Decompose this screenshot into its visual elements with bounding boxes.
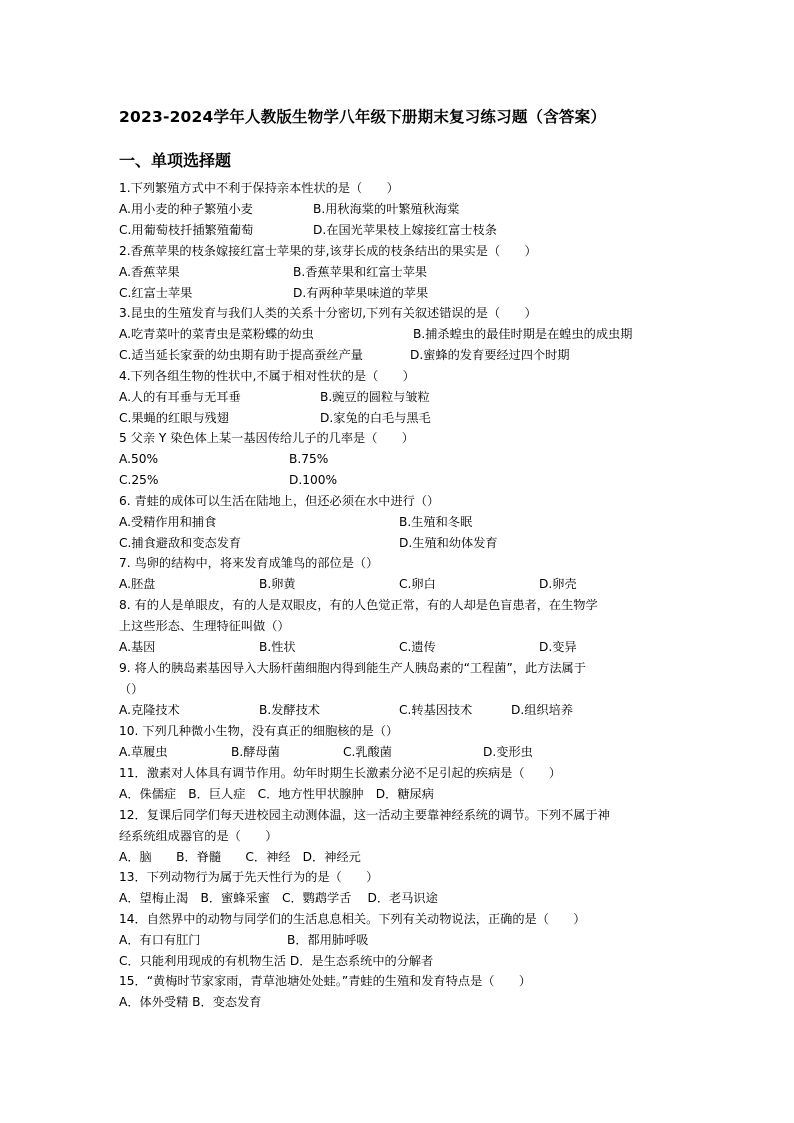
option: A.人的有耳垂与无耳垂	[119, 390, 241, 404]
question-stem-continued: 经系统组成器官的是（ ）	[119, 829, 278, 843]
question-stem: 9. 将人的胰岛素基因导入大肠杆菌细胞内得到能生产人胰岛素的“工程菌”，此方法属于	[119, 661, 586, 675]
option: B.用秋海棠的叶繁殖秋海棠	[313, 202, 460, 216]
option: A.草履虫	[119, 745, 168, 759]
question-stem: 12．复课后同学们每天进校园主动测体温，这一活动主要靠神经系统的调节。下列不属于神	[119, 808, 610, 822]
option: B.豌豆的圆粒与皱粒	[320, 390, 430, 404]
option: D.变异	[539, 640, 577, 654]
option: B.酵母菌	[231, 745, 280, 759]
question-stem: 6. 青蛙的成体可以生活在陆地上，但还必须在水中进行（）	[119, 494, 440, 508]
question-stem: 15．“黄梅时节家家雨，青草池塘处处蛙。”青蛙的生殖和发育特点是（ ）	[119, 974, 532, 988]
option: A.用小麦的种子繁殖小麦	[119, 202, 253, 216]
option: D.100%	[289, 473, 338, 487]
question-stem: 7. 鸟卵的结构中，将来发育成雏鸟的部位是（）	[119, 556, 379, 570]
option: A.吃青菜叶的菜青虫是菜粉蝶的幼虫	[119, 327, 314, 341]
option: D.蜜蜂的发育要经过四个时期	[410, 348, 570, 362]
option: D.在国光苹果枝上嫁接红富士枝条	[313, 223, 497, 237]
option: C.卵白	[399, 577, 436, 591]
option: D.有两种苹果味道的苹果	[293, 286, 429, 300]
option: C.转基因技术	[399, 703, 473, 717]
option: B.香蕉苹果和红富士苹果	[293, 265, 428, 279]
option: C.乳酸菌	[343, 745, 392, 759]
options-line: A．望梅止渴 B．蜜蜂采蜜 C．鹦鹉学舌 D．老马识途	[119, 891, 438, 905]
option: A.基因	[119, 640, 156, 654]
option: C.果蝇的红眼与残翅	[119, 411, 229, 425]
option: D.生殖和幼体发育	[399, 536, 498, 550]
option: A.香蕉苹果	[119, 265, 180, 279]
option: B.发酵技术	[259, 703, 320, 717]
option: C.25%	[119, 473, 159, 487]
option: D.家兔的白毛与黑毛	[320, 411, 431, 425]
question-stem-continued: （）	[119, 682, 144, 696]
option: A.50%	[119, 452, 159, 466]
option: C.用葡萄枝扦插繁殖葡萄	[119, 223, 254, 237]
page-title: 2023-2024学年人教版生物学八年级下册期末复习练习题（含答案）	[119, 108, 607, 126]
options-line: A．脑 B．脊髓 C．神经 D．神经元	[119, 850, 361, 864]
option: B.性状	[259, 640, 296, 654]
question-stem: 2.香蕉苹果的枝条嫁接红富士苹果的芽,该芽长成的枝条结出的果实是（ ）	[119, 244, 537, 258]
section-heading: 一、单项选择题	[119, 151, 232, 170]
question-stem: 8. 有的人是单眼皮，有的人是双眼皮，有的人色觉正常，有的人却是色盲患者，在生物学	[119, 598, 598, 612]
option: C.捕食避敌和变态发育	[119, 536, 242, 550]
option: C.适当延长家蚕的幼虫期有助于提高蚕丝产量	[119, 348, 363, 362]
option: B.75%	[289, 452, 329, 466]
option: A.受精作用和捕食	[119, 515, 217, 529]
option: A.胚盘	[119, 577, 156, 591]
option: B.卵黄	[259, 577, 296, 591]
question-stem: 3.昆虫的生殖发育与我们人类的关系十分密切,下列有关叙述错误的是（ ）	[119, 306, 537, 320]
question-stem: 13．下列动物行为属于先天性行为的是（ ）	[119, 870, 379, 884]
option: C.遗传	[399, 640, 436, 654]
question-stem: 14．自然界中的动物与同学们的生活息息相关。下列有关动物说法，正确的是（ ）	[119, 912, 586, 926]
question-stem-continued: 上这些形态、生理特征叫做（）	[119, 619, 290, 633]
question-stem: 11．激素对人体具有调节作用。幼年时期生长激素分泌不足引起的疾病是（ ）	[119, 766, 562, 780]
option: D.变形虫	[483, 745, 533, 759]
options-line: C．只能利用现成的有机物生活 D．是生态系统中的分解者	[119, 954, 434, 968]
option: A．有口有肛门	[119, 933, 201, 947]
question-stem: 4.下列各组生物的性状中,不属于相对性状的是（ ）	[119, 369, 415, 383]
question-stem: 5 父亲 Y 染色体上某一基因传给儿子的几率是（ ）	[119, 431, 414, 445]
options-line: A．体外受精 B．变态发育	[119, 995, 262, 1009]
options-line: A．侏儒症 B．巨人症 C．地方性甲状腺肿 D．糖尿病	[119, 787, 434, 801]
option: D.卵壳	[539, 577, 577, 591]
option: B．都用肺呼吸	[287, 933, 369, 947]
option: B.生殖和冬眠	[399, 515, 473, 529]
question-stem: 10. 下列几种微小生物，没有真正的细胞核的是（）	[119, 724, 399, 738]
option: C.红富士苹果	[119, 286, 193, 300]
option: A.克隆技术	[119, 703, 180, 717]
option: B.捕杀蝗虫的最佳时期是在蝗虫的成虫期	[413, 327, 633, 341]
question-stem: 1.下列繁殖方式中不利于保持亲本性状的是（ ）	[119, 181, 399, 195]
option: D.组织培养	[511, 703, 574, 717]
